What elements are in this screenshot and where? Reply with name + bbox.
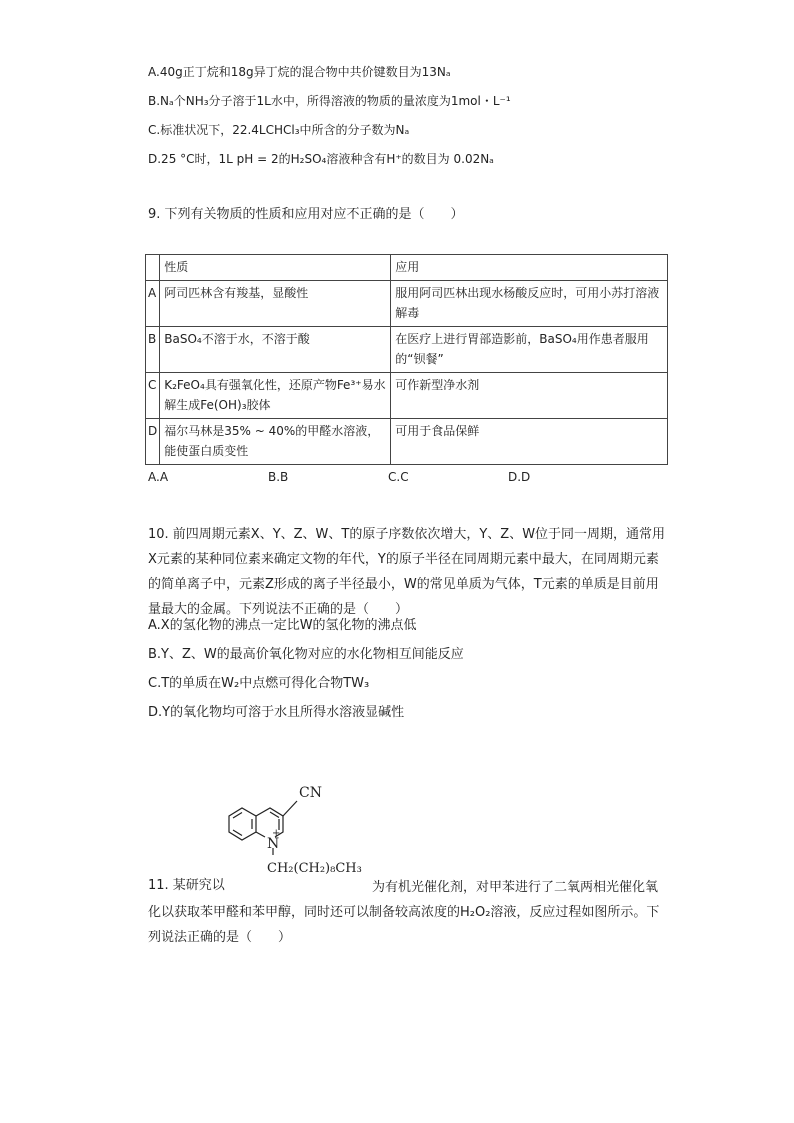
- q9-stem: 9. 下列有关物质的性质和应用对应不正确的是（ ）: [148, 207, 464, 222]
- q8-option-a: A.40g正丁烷和18g异丁烷的混合物中共价键数目为13Nₐ: [148, 65, 451, 79]
- q10-option-b: B.Y、Z、W的最高价氧化物对应的水化物相互间能反应: [148, 647, 464, 662]
- property-cell: BaSO₄不溶于水，不溶于酸: [160, 327, 391, 373]
- property-cell: 福尔马林是35% ~ 40%的甲醛水溶液，能使蛋白质变性: [160, 419, 391, 465]
- application-cell: 可用于食品保鲜: [391, 419, 668, 465]
- q11-stem-start: 11. 某研究以: [148, 878, 225, 893]
- q10-option-a: A.X的氢化物的沸点一定比W的氢化物的沸点低: [148, 618, 417, 633]
- row-label: B: [146, 327, 160, 373]
- table-cell: [146, 255, 160, 281]
- application-cell: 在医疗上进行胃部造影前，BaSO₄用作患者服用的“钡餐”: [391, 327, 668, 373]
- q8-option-c: C.标准状况下，22.4LCHCl₃中所含的分子数为Nₐ: [148, 123, 410, 137]
- table-header-application: 应用: [391, 255, 668, 281]
- property-cell: K₂FeO₄具有强氧化性，还原产物Fe³⁺易水解生成Fe(OH)₃胶体: [160, 373, 391, 419]
- q10-stem: 10. 前四周期元素X、Y、Z、W、T的原子序数依次增大，Y、Z、W位于同一周期，通常用X元素的某种同位素来确定文物的年代，Y的原子半径在同周期元素中最大，在同周期元素的简单离子中，元素Z形成的离子半径最小，W的常见单质为气体，T元素的单质是目前用量最大的金属。下列说法不正确的是（ ）: [148, 527, 666, 617]
- cn-group-label: CN: [299, 785, 322, 801]
- q10-option-d: D.Y的氧化物均可溶于水且所得水溶液显碱性: [148, 705, 405, 720]
- table-header-property: 性质: [160, 255, 391, 281]
- ring-nitrogen-label: N: [267, 836, 280, 852]
- table-row: [146, 327, 668, 373]
- q10-option-c: C.T的单质在W₂中点燃可得化合物TW₃: [148, 676, 370, 691]
- q9-option-c: C.C: [388, 470, 409, 484]
- q8-option-d: D.25 °C时，1L pH = 2的H₂SO₄溶液种含有H⁺的数目为 0.02Nₐ: [148, 152, 494, 166]
- q9-option-d: D.D: [508, 470, 531, 484]
- table-row: [146, 419, 668, 465]
- q8-option-b: B.Nₐ个NH₃分子溶于1L水中，所得溶液的物质的量浓度为1mol・L⁻¹: [148, 94, 511, 108]
- row-label: C: [146, 373, 160, 419]
- application-cell: 可作新型净水剂: [391, 373, 668, 419]
- row-label: A: [146, 281, 160, 327]
- table-row: [146, 373, 668, 419]
- property-cell: 阿司匹林含有羧基，显酸性: [160, 281, 391, 327]
- q9-option-a: A.A: [148, 470, 169, 484]
- table-header-row: [146, 255, 668, 281]
- table-row: [146, 281, 668, 327]
- positive-charge-label: +: [272, 828, 281, 839]
- alkyl-chain-label: CH₂(CH₂)₈CH₃: [267, 861, 362, 876]
- q9-table: [145, 254, 668, 465]
- q9-option-b: B.B: [268, 470, 289, 484]
- quinolinium-molecule-image: [215, 775, 385, 880]
- q11-stem-rest: 为有机光催化剂，对甲苯进行了二氧两相光催化氧化以获取苯甲醛和苯甲醇，同时还可以制备较高浓度的H₂O₂溶液，反应过程如图所示。下列说法正确的是（ ）: [148, 880, 660, 945]
- application-cell: 服用阿司匹林出现水杨酸反应时，可用小苏打溶液解毒: [391, 281, 668, 327]
- row-label: D: [146, 419, 160, 465]
